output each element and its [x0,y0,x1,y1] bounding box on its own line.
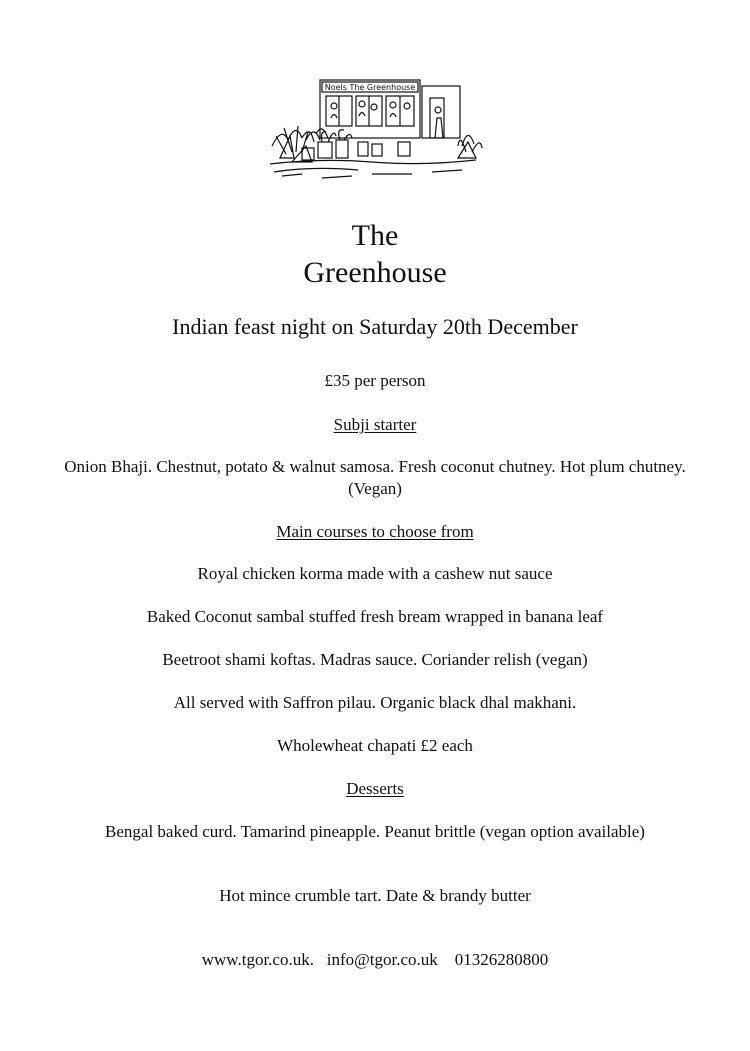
mains-heading: Main courses to choose from [276,522,474,541]
dessert-item: Hot mince crumble tart. Date & brandy butter [219,886,531,905]
dessert-item: Bengal baked curd. Tamarind pineapple. Peanut brittle (vegan option available) [105,822,645,841]
svg-text:Noels The Greenhouse: Noels The Greenhouse [324,83,416,92]
desserts-heading-row [0,778,750,800]
starter-heading-row [0,414,750,436]
main-item: Baked Coconut sambal stuffed fresh bream wrapped in banana leaf [146,607,604,626]
starter-text: Onion Bhaji. Chestnut, potato & walnut samosa. Fresh coconut chutney. Hot plum chutney. (Vegan) [64,457,686,498]
starter-heading: Subji starter [333,415,417,434]
title-line-2: Greenhouse [303,256,447,289]
main-item: Wholewheat chapati £2 each [277,736,473,755]
greenhouse-sketch-logo [262,66,484,190]
website-link[interactable]: www.tgor.co.uk. [201,950,314,969]
contact-footer [0,949,750,971]
main-item: Beetroot shami koftas. Madras sauce. Coriander relish (vegan) [162,650,588,669]
main-item: Royal chicken korma made with a cashew nut sauce [197,564,553,583]
main-item: All served with Saffron pilau. Organic black dhal makhani. [173,693,577,712]
phone-number: 01326280800 [454,950,549,969]
title-line-1: The [351,219,399,252]
email-link[interactable]: info@tgor.co.uk [326,950,438,969]
desserts-heading: Desserts [346,779,404,798]
price-line: £35 per person [324,371,426,390]
mains-heading-row [0,521,750,543]
event-line: Indian feast night on Saturday 20th December [172,314,578,339]
